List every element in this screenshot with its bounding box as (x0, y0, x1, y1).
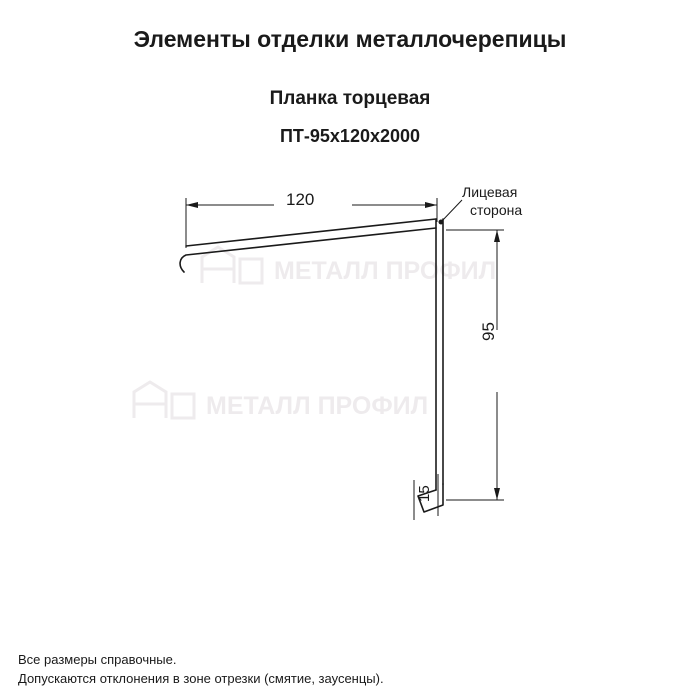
face-label-line1: Лицевая (462, 184, 518, 200)
face-label-leader (441, 200, 462, 222)
svg-text:МЕТАЛЛ ПРОФИЛЬ: МЕТАЛЛ ПРОФИЛЬ (206, 392, 428, 420)
arrow-95-top (494, 230, 500, 242)
profile-hem-lower (180, 228, 436, 272)
dimension-label-120: 120 (286, 190, 315, 209)
note-line-2: Допускаются отклонения в зоне отрезки (смятие, заусенцы). (18, 671, 384, 686)
product-code: ПТ-95x120x2000 (279, 126, 421, 146)
product-name: Планка торцевая (269, 88, 431, 109)
dimension-label-95: 95 (479, 322, 498, 341)
arrow-120-right (425, 202, 437, 208)
footer-notes (18, 650, 384, 688)
arrow-95-bottom (494, 488, 500, 500)
face-label-line2: сторона (470, 202, 523, 218)
face-label-dot (439, 220, 444, 225)
arrow-120-left (186, 202, 198, 208)
note-line-1: Все размеры справочные. (18, 652, 177, 667)
svg-text:МЕТАЛЛ ПРОФИЛЬ: МЕТАЛЛ ПРОФИЛЬ (274, 257, 496, 285)
page-title: Элементы отделки металлочерепицы (133, 26, 567, 52)
dimension-label-15: 15 (416, 485, 433, 502)
